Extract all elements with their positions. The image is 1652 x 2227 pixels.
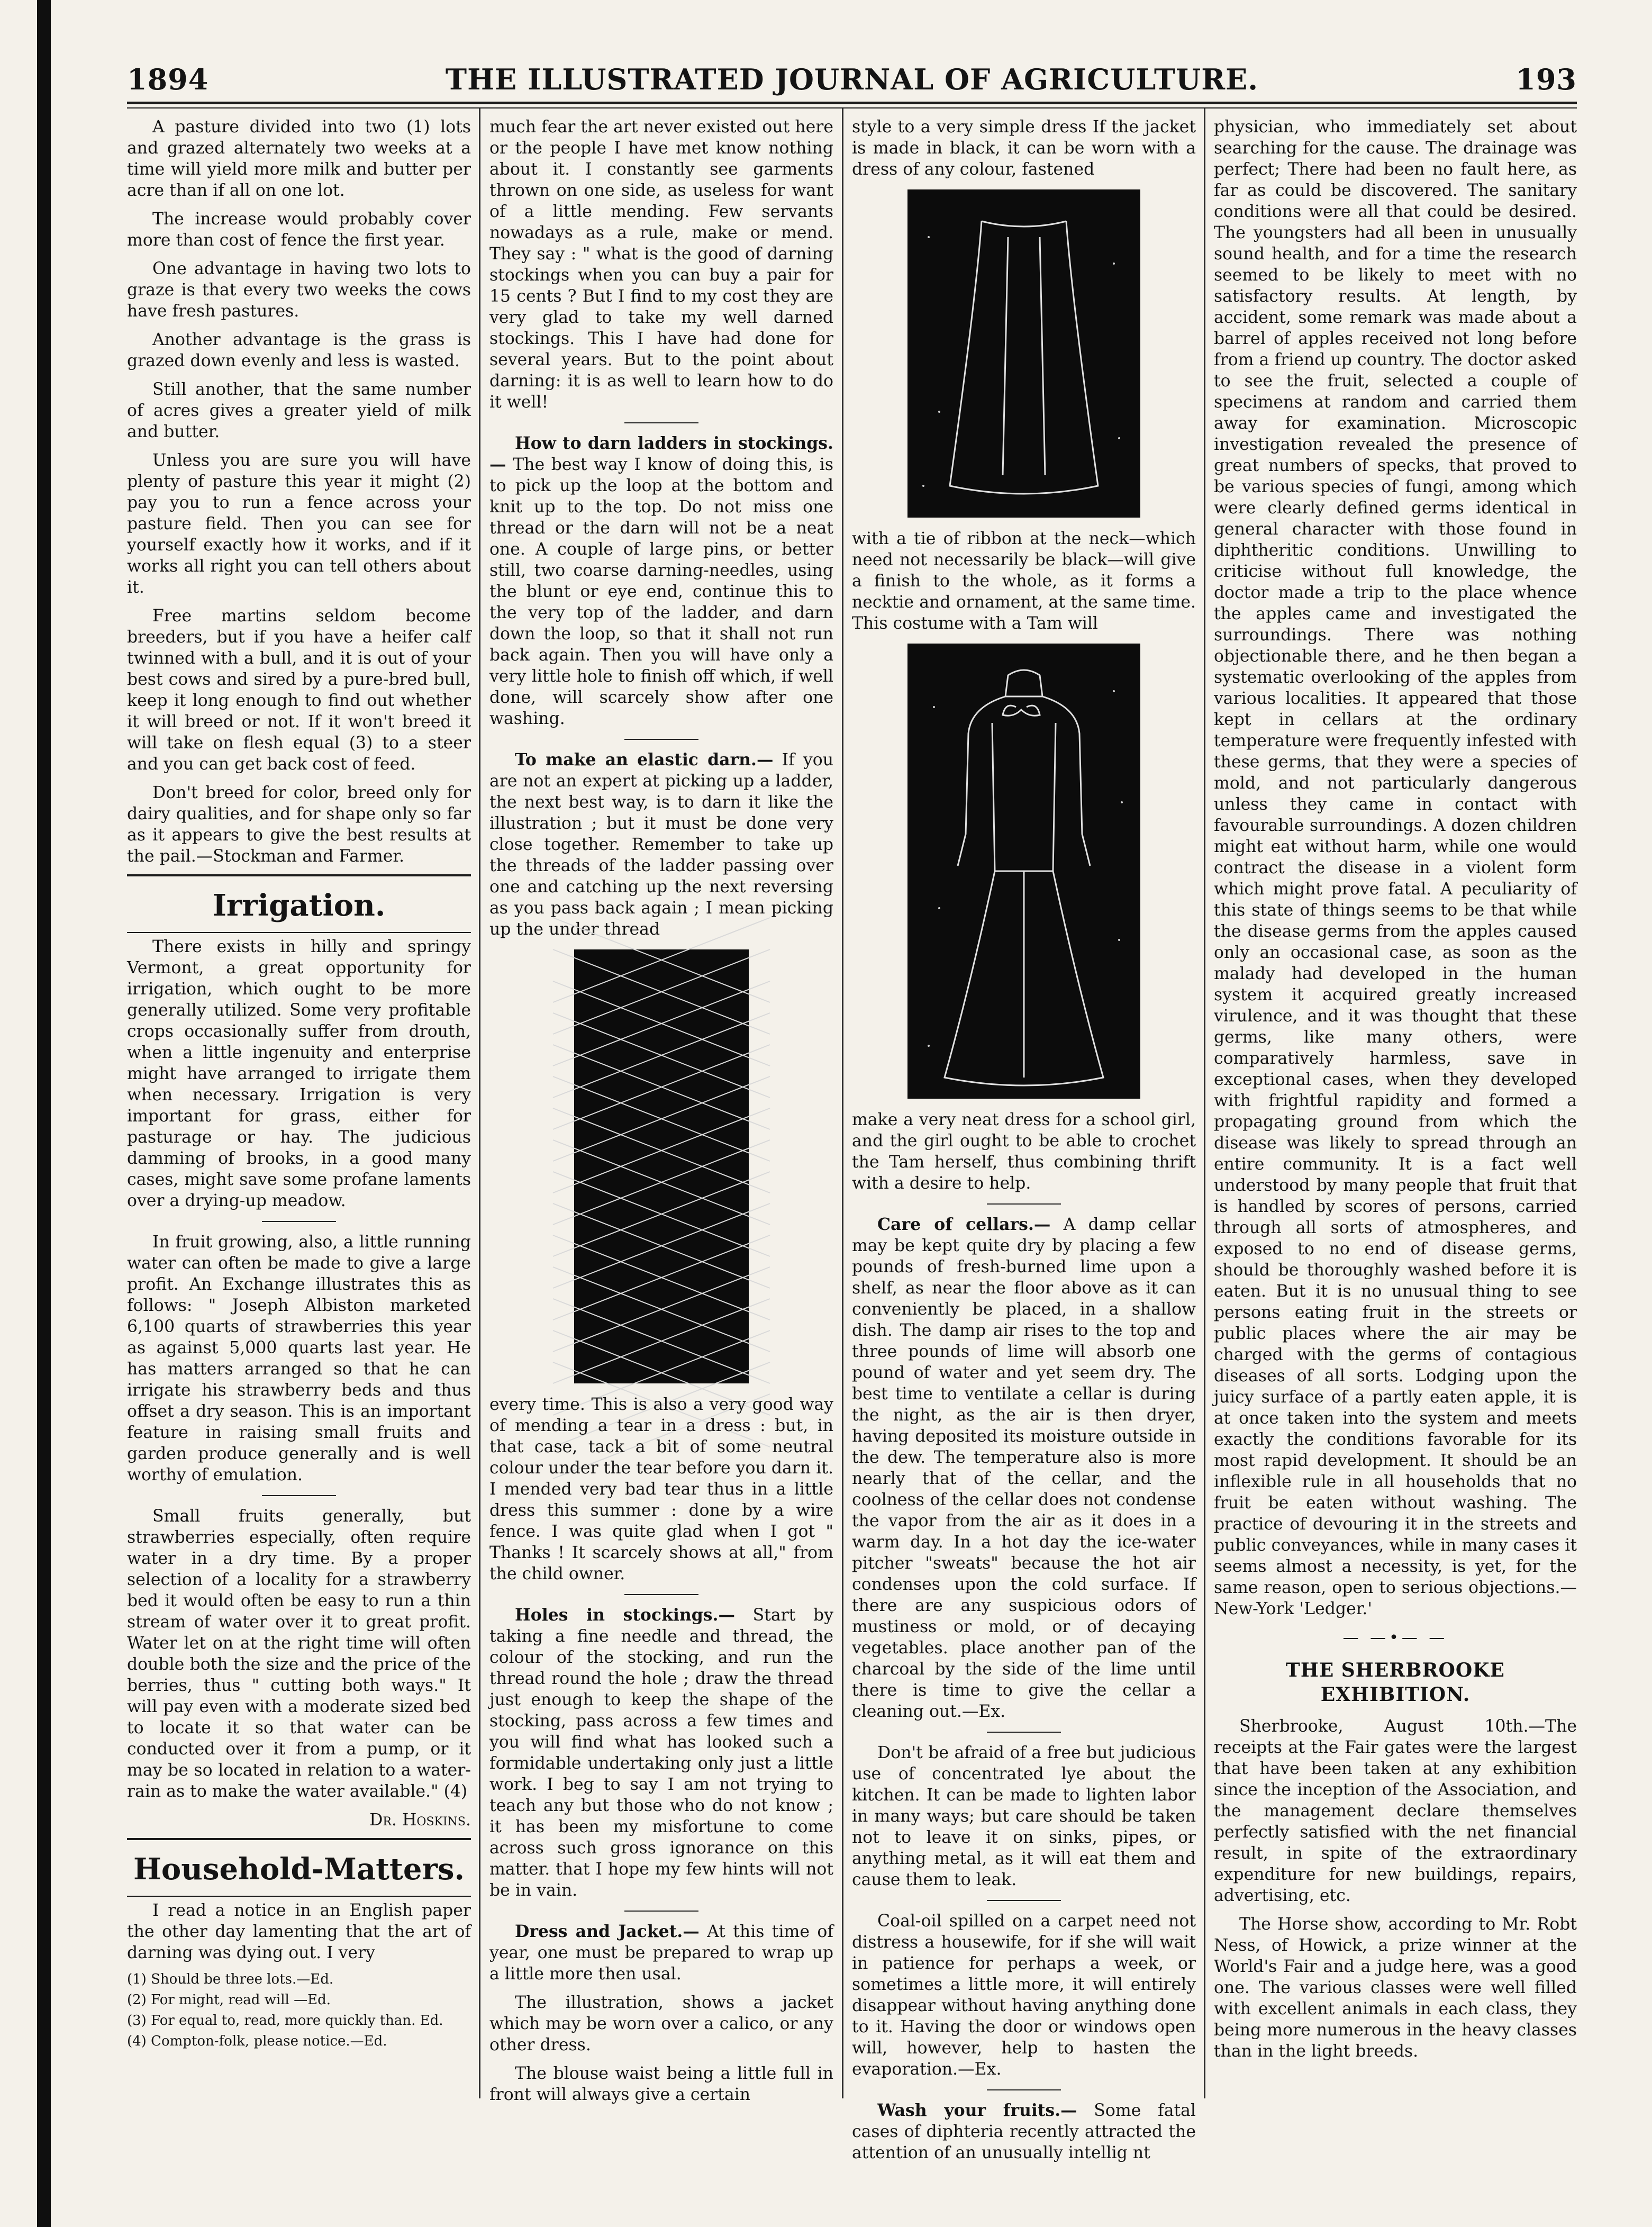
paragraph: Sherbrooke, August 10th.—The receipts at the Fair gates were the largest that have been taken at any exhibition since the inception of the Association, and the management declare themselves perfectly satisfied with the net financial result, in spite of the extraordinary expenditure for new buildings, repairs, advertising, etc.: [1214, 1716, 1577, 1905]
footnote: (2) For might, read will —Ed.: [127, 1992, 331, 2008]
section-rule: [127, 874, 471, 876]
paragraph: One advantage in having two lots to graze is that every two weeks the cows have fresh pastures.: [127, 259, 471, 321]
separator: [987, 1203, 1061, 1205]
separator: [987, 2089, 1061, 2090]
paragraph: The blouse waist being a little full in front will always give a certain: [489, 2064, 833, 2104]
paragraph: A pasture divided into two (1) lots and grazed alternately two weeks at a time will yield more milk and butter per acre than if all on one lot.: [127, 117, 471, 200]
footnote: (3) For equal to, read, more quickly than. Ed.: [127, 2013, 443, 2029]
paragraph: The Horse show, according to Mr. Robt Ness, of Howick, a prize winner at the World's Fair and a judge here, was a good one. The various classes were well filled with excellent animals in each class, they being more numerous in the heavy classes than in the light breeds.: [1214, 1914, 1577, 2061]
paragraph: The illustration, shows a jacket which may be worn over a calico, or any other dress.: [489, 1993, 833, 2054]
column-divider: [479, 108, 480, 2098]
paragraph: much fear the art never existed out here or the people I have met know nothing about it. I constantly see garments thrown on one side, as useless for want of a little mending. Few servants nowadays as a rule, make or mend. They say : " what is the good of darning stockings when you can buy a pair for 15 cents ? But I find to my cost they are very glad to take my well darned stockings. This I have had done for several years. But to the point about darning: it is as well to learn how to do it well!: [489, 117, 833, 412]
column-2: [489, 116, 833, 2106]
paragraph: make a very neat dress for a school girl, and the girl ought to be able to crochet the Tam herself, thus combining thrift with a desire to help.: [852, 1110, 1196, 1193]
subheading-dress-jacket: Dress and Jacket.—: [515, 1922, 700, 1941]
paragraph: every time. This is also a very good way of mending a tear in a dress : but, in that case, tack a bit of some neutral colour under the tear before you darn it. I mended very bad tear thus in a little dress this summer : done by a wire fence. I was quite glad when I got " Thanks ! It scarcely shows at all," from the child owner.: [489, 1395, 833, 1583]
paragraph: In fruit growing, also, a little running water can often be made to give a large profit. An Exchange illustrates this as follows: " Joseph Albiston marketed 6,100 quarts of strawberries this year as against 5,000 quarts last year. He has matters arranged so that he can irrigate his strawberry beds and thus offset a dry season. This is an important feature in raising small fruits and garden produce generally and is well worthy of emulation.: [127, 1233, 471, 1485]
separator: [262, 1495, 336, 1496]
journal-title: THE ILLUSTRATED JOURNAL OF AGRICULTURE.: [445, 62, 1259, 96]
subheading-wash-fruits: Wash your fruits.—: [877, 2101, 1077, 2120]
paragraph: physician, who immediately set about searching for the cause. The drainage was perfect; There had been no fault here, as far as could be discovered. The sanitary conditions were all that could be desired. The youngsters had all been in unusually sound health, and for a time the research seemed to be likely to meet with no satisfactory results. At length, by accident, some remark was made about a barrel of apples received not long before from a friend up country. The doctor asked to see the fruit, selected a couple of specimens at random and carried them away for examination. Microscopic investigation revealed the presence of great numbers of specks, that proved to be various species of fungi, among which were clearly defined germs identical in general character with those found in diphtheritic conditions. Unwilling to criticise without full knowledge, the doctor made a trip to the place whence the apples came and investigated the surroundings. There was nothing objectionable there, and he then began a systematic overlooking of the apples from various localities. It appeared that those kept in cellars at the ordinary temperature were frequently infested with these germs, that they were a species of mold, and not particularly dangerous unless they came in contact with favourable surroundings. A dozen children might eat without harm, while one would contract the disease in a violent form which might prove fatal. A peculiarity of this state of things seems to be that while the disease germs from the apples caused only an occasional case, as soon as the malady had developed in the human system it acquired greatly increased virulence, and it was thought that these germs, like many others, were comparatively harmless, save in exceptional cases, when they developed with frightful rapidity and formed a propagating ground from which the disease was likely to spread through an entire community. It is a fact well understood by many people that fruit that is handled by scores of persons, carried through all sorts of atmospheres, and exposed to no end of disease germs, should be thoroughly washed before it is eaten. But it is no unusual thing to see persons eating fruit in the streets or public places where the air may be charged with the germs of contagious diseases of all sorts. Lodging upon the juicy surface of a partly eaten apple, it is at once taken into the system and meets exactly the conditions favorable for its most rapid development. It should be an inflexible rule in all households that no fruit be eaten without washing. The practice of devouring it in the streets and public conveyances, while in many cases it seems almost a necessity, is yet, for the same reason, open to serious objections.—New-York 'Ledger.': [1214, 117, 1577, 1618]
darning-illustration: [574, 949, 749, 1383]
separator: [624, 1594, 698, 1595]
paragraph: The increase would probably cover more than cost of fence the first year.: [127, 210, 471, 250]
column-1: [127, 116, 471, 2106]
ornament-divider: — —•— —: [1342, 1628, 1448, 1647]
section-rule: [127, 1896, 471, 1897]
paragraph: Don't breed for color, breed only for dairy qualities, and for shape only so far as it appears to give the best results at the pail.—Stockman and Farmer.: [127, 783, 471, 866]
paragraph: Start by taking a fine needle and thread, the colour of the stocking, and run the thread round the hole ; draw the thread just enough to keep the shape of the stocking, pass across a few times and you will find what has looked such a formidable undertaking only just a little work. I beg to say I am not trying to teach any but those who do not know ; it has been my misfortune to come across such gross ignorance on this matter. that I hope my few hints will not be in vain.: [489, 1606, 833, 1900]
separator: [624, 1911, 698, 1912]
header-rule-thin: [127, 107, 1577, 108]
subheading-ladders: How to darn ladders in stockings.—: [489, 433, 833, 474]
paragraph: Still another, that the same number of acres gives a greater yield of milk and butter.: [127, 380, 471, 441]
subheading-elastic-darn: To make an elastic darn.—: [515, 750, 774, 770]
page-number: 193: [1515, 62, 1577, 96]
separator: [262, 1221, 336, 1222]
paragraph: Small fruits generally, but strawberries especially, often require water in a dry time. By a proper selection of a locality for a strawberry bed it would often be easy to run a thin stream of water over it to great profit. Water let on at the right time will often double both the size and the price of the berries, thus " cutting both ways." It will pay even with a moderate sized bed to locate it so that water can be conducted over it from a pump, or it may be so located in relation to a water-rain as to make the water available." (4): [127, 1507, 471, 1801]
paragraph: with a tie of ribbon at the neck—which need not necessarily be black—will give a finish to the whole, as it forms a necktie and ornament, at the same time. This costume with a Tam will: [852, 529, 1196, 633]
separator: [624, 422, 698, 423]
paragraph: Don't be afraid of a free but judicious use of concentrated lye about the kitchen. It can be made to lighten labor in many ways; but care should be taken not to leave it on sinks, pipes, or anything metal, as it will eat them and cause them to leak.: [852, 1743, 1196, 1889]
column-divider: [1204, 108, 1205, 2098]
footnote: (4) Compton-folk, please notice.—Ed.: [127, 2033, 387, 2050]
paragraph: If you are not an expert at picking up a ladder, the next best way, is to darn it like the illustration ; but it must be done very close together. Remember to take up the threads of the ladder passing over one and catching up the next reversing as you pass back again ; I mean picking up the under thread: [489, 750, 833, 939]
paragraph: Coal-oil spilled on a carpet need not distress a housewife, for if she will wait in patience for perhaps a week, or sometimes a little more, it will entirely disappear without having anything done to it. Having the door or windows open will, however, help to hasten the evaporation.—Ex.: [852, 1912, 1196, 2079]
paragraph: I read a notice in an English paper the other day lamenting that the art of darning was dying out. I very: [127, 1901, 471, 1963]
column-4: [1214, 116, 1577, 2106]
section-rule: [127, 1838, 471, 1840]
header-rule: [127, 102, 1577, 104]
separator: [624, 739, 698, 740]
paragraph: The best way I know of doing this, is to pick up the loop at the bottom and knit up to the top. Do not miss one thread or the darn will not be a neat one. A couple of large pins, or better still, two coarse darning-needles, using the blunt or eye end, continue this to the very top of the ladder, and darn down the loop, so that it shall not run back again. Then you will have only a very little hole to finish off which, if well done, will scarcely show after one washing.: [489, 455, 833, 728]
section-heading-irrigation: Irrigation.: [212, 888, 386, 923]
separator: [987, 1732, 1061, 1733]
paragraph: There exists in hilly and springy Vermont, a great opportunity for irrigation, which ought to be more generally utilized. Some very profitable crops occasionally suffer from drouth, when a little ingenuity and enterprise might have arranged to irrigate them when necessary. Irrigation is very important for grass, either for pasturage or hay. The judicious damming of brooks, in a good many cases, might save some profane laments over a drying-up meadow.: [127, 937, 471, 1211]
skirt-illustration: [907, 189, 1140, 518]
footnote: (1) Should be three lots.—Ed.: [127, 1971, 334, 1988]
running-header: [127, 58, 1577, 106]
separator: [987, 1900, 1061, 1901]
paragraph: Another advantage is the grass is grazed down evenly and less is wasted.: [127, 330, 471, 370]
section-heading-household: Household-Matters.: [133, 1852, 465, 1887]
author-signature: Dr. Hoskins.: [369, 1810, 471, 1830]
paragraph: A damp cellar may be kept quite dry by placing a few pounds of fresh-burned lime upon a shelf, as near the floor above as it can conveniently be placed, in a shallow dish. The damp air rises to the top and three pounds of lime will absorb one pound of water and yet seem dry. The best time to ventilate a cellar is during the night, as the air is then dryer, having deposited its moisture outside in the dew. The temperature also is more nearly that of the cellar, and the coolness of the cellar does not condense the vapor from the air as it does in a warm day. In a hot day the ice-water pitcher "sweats" because the hot air condenses upon the cold surface. If there are any suspicious odors of mustiness or mold, or of decaying vegetables. place another pan of the charcoal by the side of the lime until there is time to give the cellar a cleaning out.—Ex.: [852, 1215, 1196, 1721]
section-heading-sherbrooke: THE SHERBROOKE EXHIBITION.: [1286, 1659, 1505, 1706]
paragraph: Unless you are sure you will have plenty of pasture this year it might (2) pay you to run a fence across your pasture field. Then you can see for yourself exactly how it works, and if it works all right you can tell others about it.: [127, 451, 471, 597]
section-rule: [127, 932, 471, 933]
column-3: [852, 116, 1196, 2162]
subheading-cellars: Care of cellars.—: [877, 1215, 1051, 1234]
page-binding-edge: [37, 0, 51, 2227]
header-year: 1894: [127, 62, 209, 96]
paragraph: Some fatal cases of diphteria recently attracted the attention of an unusually intellig nt: [852, 2101, 1196, 2162]
dress-and-jacket-illustration: [907, 644, 1140, 1099]
paragraph: style to a very simple dress If the jacket is made in black, it can be worn with a dress of any colour, fastened: [852, 117, 1196, 179]
paragraph: At this time of year, one must be prepared to wrap up a little more then usal.: [489, 1922, 833, 1984]
subheading-holes: Holes in stockings.—: [515, 1605, 735, 1625]
paragraph: Free martins seldom become breeders, but if you have a heifer calf twinned with a bull, and it is out of your best cows and sired by a pure-bred bull, keep it long enough to find out whether it will breed or not. If it won't breed it will take on flesh equal (3) to a steer and you can get back cost of feed.: [127, 606, 471, 774]
column-divider: [842, 108, 843, 2098]
